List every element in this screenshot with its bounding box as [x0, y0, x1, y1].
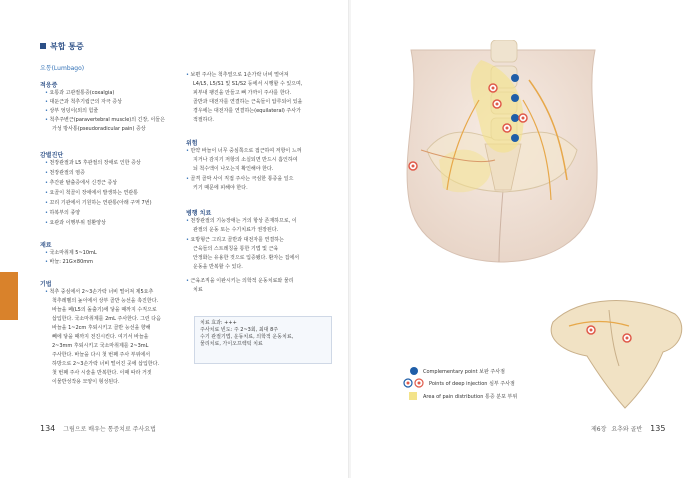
summary-line: 수기 관절기법, 운동치료, 의학적 운동치료,	[200, 334, 294, 340]
deep-injection-point-icon	[403, 378, 425, 388]
differential-heading: 감별진단	[40, 152, 64, 159]
followup-heading: 병행 치료	[186, 210, 212, 217]
materials-heading: 재료	[40, 242, 52, 249]
technique-line: 이물반성작용 모양이 형성된다.	[52, 379, 120, 385]
technique-line: • 척추 중심에서 2~3손가락 너비 떨어져 제5요추	[45, 289, 153, 296]
note-line: 골반과 대전자를 연결하는 근육들이 압루되어 있을	[193, 99, 303, 105]
risk-item-cont: 키기 때문에 피해야 한다.	[193, 185, 248, 191]
materials-item: • 바늘: 21G×80mm	[45, 259, 93, 266]
risk-item: • 골격 골막 사이 직접 주사는 극심한 통증을 일으	[186, 176, 293, 183]
differential-item: • 추간판 탈출증에서 신경근 증상	[45, 180, 117, 187]
followup-item: • 요방형근 그리고 골반과 대전자를 연결하는	[186, 237, 284, 244]
differential-item: • 꼬리 기관에서 기원하는 연관통(아래 구역 7번)	[45, 200, 152, 207]
followup-item-cont: 안정화는 유용한 것으로 입증됐다. 환자는 집에서	[193, 255, 300, 261]
technique-line: 바늘을 1~2cm 후퇴시키고 골반 능선을 향해	[52, 325, 151, 331]
legend-item: Complementary point 보완 주사점	[423, 369, 505, 375]
complementary-point-icon	[409, 366, 419, 376]
note-line: 적절하다.	[193, 117, 214, 123]
note-line: 피부내 팽진을 만들고 뼈 가까이 주사를 한다.	[193, 90, 292, 96]
differential-item: • 천장관절과 L5 후관절의 장애로 인한 증상	[45, 160, 141, 167]
materials-item: • 국소마취제 5~10mL	[45, 250, 97, 257]
indication-item: • 요통과 고관절통증(coxalgia)	[45, 90, 114, 97]
indication-item: • 척추주변근(paravertebral muscle)의 긴장, 이들은	[45, 117, 165, 124]
differential-item: • 하복부의 종양	[45, 210, 80, 217]
note-line: 경우에는 대전자를 연결하는(equilateral) 주사가	[193, 108, 301, 114]
legend-item: Points of deep injection 심부 주사점	[429, 381, 515, 387]
left-footer	[40, 424, 156, 433]
risk-item-cont: 뇌 척수액이 나오는지 확인해야 한다.	[193, 166, 274, 172]
right-page-number: 135	[650, 424, 666, 433]
differential-item: • 요골이 척골이 장애에서 발생하는 연관통	[45, 190, 138, 197]
lumbar-pelvis-illustration	[391, 40, 611, 280]
differential-item: • 요관과 이행부위 질환양상	[45, 220, 106, 227]
technique-line: 하방으로 2~3손가락 너비 떨어진 곳에 삽입한다.	[52, 361, 160, 367]
left-page	[0, 0, 349, 478]
square-bullet-icon	[40, 43, 46, 49]
indication-heading: 적응증	[40, 82, 58, 89]
technique-line: 빼에 닿을 때까지 전진시킨다. 여기서 바늘을	[52, 334, 149, 340]
followup-item-cont: 운동을 반복할 수 있다.	[193, 264, 243, 270]
pain-area-icon	[409, 392, 417, 400]
right-footer	[591, 424, 665, 433]
technique-line: 바늘을 페(L5의 돌출기)에 닿을 때까지 수직으로	[52, 307, 157, 313]
followup-item: • 천장관절의 기능장애는 거의 항상 존재하므로, 이	[186, 218, 297, 225]
summary-box	[194, 316, 332, 364]
technique-line: 2~3mm 후퇴시키고 국소마취제를 2~3mL	[52, 343, 149, 349]
indication-item-cont: 가성 방사통(pseudoradicular pain) 증상	[52, 126, 146, 132]
technique-line: 첫 번째 주사 시술을 반복한다. 이때 따라 거짓	[52, 370, 152, 376]
note-line: • 보편 주사는 척추열으로 1손가락 너비 떨어져	[186, 72, 289, 79]
differential-item: • 천장관절의 염증	[45, 170, 85, 177]
technique-line: 주사한다. 바늘을 다시 첫 번째 주사 부위에서	[52, 352, 151, 358]
legend-item: Area of pain distribution 통증 분포 부위	[423, 394, 518, 400]
left-page-number: 134	[40, 424, 56, 433]
note-line: L4/L5, L5/S1 및 S1/S2 등에서 시행할 수 있으며,	[193, 81, 303, 87]
chapter-tab	[0, 272, 18, 320]
technique-line: 삽입한다. 국소마취제를 2mL 주사한다. 그런 다음	[52, 316, 161, 322]
section-title: 복합 통증	[40, 41, 84, 52]
summary-line: 물리치료, 가이오프렉틱 치료	[200, 341, 263, 347]
pelvis-inset-illustration	[539, 290, 689, 420]
summary-line: 치료 효과: +++	[200, 320, 237, 326]
technique-line: 척추레벨의 높이에서 상부 골반 능선을 촉진한다.	[52, 298, 159, 304]
risk-item-cont: 지거나 감지기 저항의 소실되면 반드시 흡인하여	[193, 157, 298, 163]
risk-heading: 위험	[186, 140, 198, 147]
right-page	[351, 0, 700, 478]
book-title: 그림으로 배우는 통증치료 주사요법	[63, 426, 156, 433]
indication-item: • 상부 엉덩이(외의 힘줄	[45, 108, 98, 115]
followup-item-cont: 근육들의 스트레칭을 통한 기법 및 근육	[193, 246, 279, 252]
chapter-title: 요추와 골반	[611, 426, 643, 433]
chapter-number: 제6장	[591, 426, 607, 433]
followup-item: • 근육조직을 이완시키는 의학적 운동치료와 물리	[186, 278, 294, 285]
risk-item: • 만약 바늘이 너무 중심쪽으로 접근하여 저항이 느껴	[186, 148, 302, 155]
followup-item-cont: 치료	[193, 287, 203, 293]
subtitle: 요통(Lumbago)	[40, 65, 85, 72]
followup-item-cont: 관절의 운동 또는 수기치료가 권장된다.	[193, 227, 279, 233]
technique-heading: 기법	[40, 281, 52, 288]
summary-line: 주사치료 빈도: 주 2~3회, 최대 8주	[200, 327, 279, 333]
indication-item: • 대둔근과 척추기립근의 자극 증상	[45, 99, 122, 106]
